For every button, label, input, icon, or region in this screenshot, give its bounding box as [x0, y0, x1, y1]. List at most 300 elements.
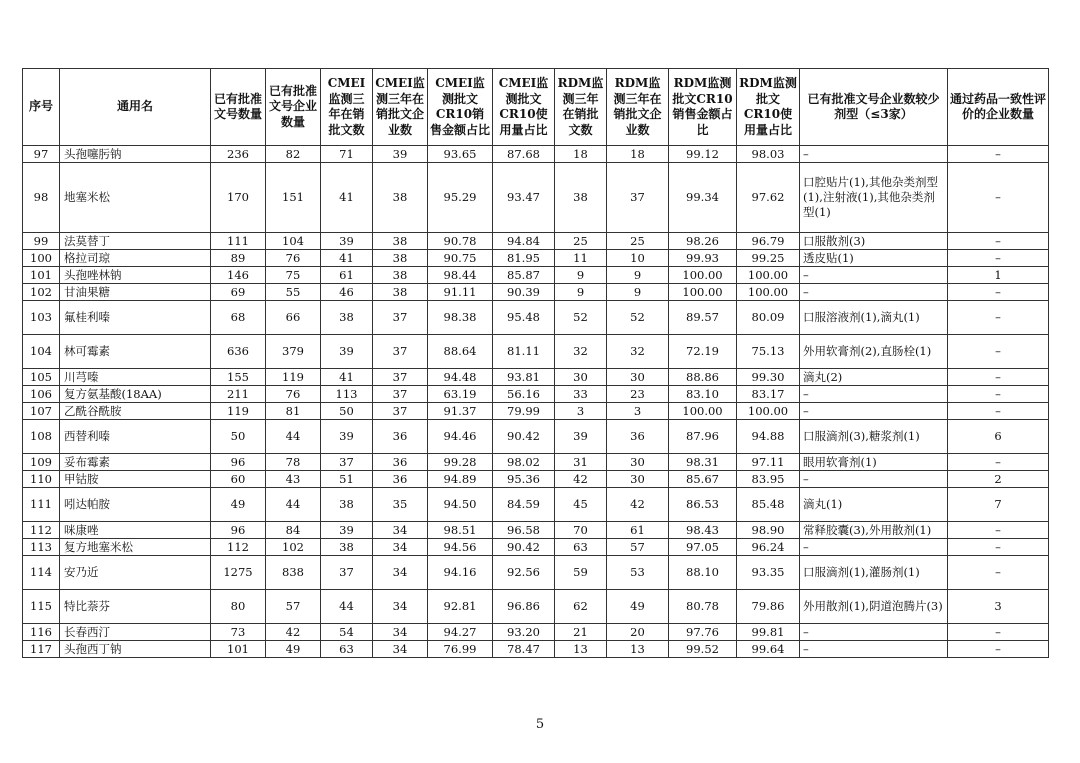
dosage-form-cell: – [800, 624, 948, 641]
value-cell: 72.19 [669, 335, 737, 369]
value-cell: 94.88 [737, 420, 800, 454]
value-cell: 89.57 [669, 301, 737, 335]
table-row [23, 335, 1049, 369]
value-cell: 100.00 [737, 267, 800, 284]
value-cell: 170 [211, 163, 266, 233]
value-cell: – [948, 556, 1049, 590]
value-cell: 90.78 [428, 233, 493, 250]
value-cell: 34 [373, 522, 428, 539]
value-cell: 34 [373, 590, 428, 624]
value-cell: 33 [555, 386, 607, 403]
value-cell: 98.38 [428, 301, 493, 335]
value-cell: 9 [607, 284, 669, 301]
value-cell: 99.64 [737, 641, 800, 658]
value-cell: 38 [321, 301, 373, 335]
generic-name-cell: 甲钴胺 [60, 471, 211, 488]
dosage-form-cell: 口服滴剂(3),糖浆剂(1) [800, 420, 948, 454]
value-cell: 44 [321, 590, 373, 624]
value-cell: – [948, 386, 1049, 403]
drug-statistics-table [22, 68, 1049, 658]
value-cell: 95.36 [493, 471, 555, 488]
table-row [23, 369, 1049, 386]
value-cell: 97.05 [669, 539, 737, 556]
value-cell: 104 [266, 233, 321, 250]
value-cell: 838 [266, 556, 321, 590]
value-cell: 42 [266, 624, 321, 641]
value-cell: 151 [266, 163, 321, 233]
column-header: 通用名 [60, 69, 211, 146]
value-cell: 89 [211, 250, 266, 267]
value-cell: 1 [948, 267, 1049, 284]
value-cell: 2 [948, 471, 1049, 488]
value-cell: 38 [373, 163, 428, 233]
value-cell: – [948, 335, 1049, 369]
value-cell: 80.78 [669, 590, 737, 624]
value-cell: 39 [321, 420, 373, 454]
value-cell: 112 [211, 539, 266, 556]
value-cell: 94.89 [428, 471, 493, 488]
dosage-form-cell: – [800, 539, 948, 556]
value-cell: 99.25 [737, 250, 800, 267]
serial-number-cell: 109 [23, 454, 60, 471]
value-cell: 54 [321, 624, 373, 641]
value-cell: 98.44 [428, 267, 493, 284]
value-cell: 53 [607, 556, 669, 590]
value-cell: 62 [555, 590, 607, 624]
value-cell: 95.29 [428, 163, 493, 233]
table-row [23, 163, 1049, 233]
value-cell: 93.47 [493, 163, 555, 233]
table-row [23, 267, 1049, 284]
column-header: 已有批准文号数量 [211, 69, 266, 146]
value-cell: 78 [266, 454, 321, 471]
value-cell: 49 [266, 641, 321, 658]
value-cell: 100.00 [669, 403, 737, 420]
value-cell: 42 [607, 488, 669, 522]
dosage-form-cell: 口腔贴片(1),其他杂类剂型(1),注射液(1),其他杂类剂型(1) [800, 163, 948, 233]
value-cell: 99.81 [737, 624, 800, 641]
dosage-form-cell: – [800, 284, 948, 301]
value-cell: 39 [321, 335, 373, 369]
generic-name-cell: 甘油果糖 [60, 284, 211, 301]
value-cell: 98.02 [493, 454, 555, 471]
value-cell: 93.65 [428, 146, 493, 163]
value-cell: 85.48 [737, 488, 800, 522]
value-cell: 52 [555, 301, 607, 335]
value-cell: 7 [948, 488, 1049, 522]
generic-name-cell: 吲达帕胺 [60, 488, 211, 522]
table-row [23, 590, 1049, 624]
dosage-form-cell: 常释胶囊(3),外用散剂(1) [800, 522, 948, 539]
value-cell: 92.56 [493, 556, 555, 590]
value-cell: 63.19 [428, 386, 493, 403]
value-cell: 1275 [211, 556, 266, 590]
value-cell: 80.09 [737, 301, 800, 335]
serial-number-cell: 114 [23, 556, 60, 590]
value-cell: 37 [373, 369, 428, 386]
column-header: CMEI监测三年在销批文数 [321, 69, 373, 146]
value-cell: 46 [321, 284, 373, 301]
generic-name-cell: 法莫替丁 [60, 233, 211, 250]
value-cell: 75.13 [737, 335, 800, 369]
generic-name-cell: 特比萘芬 [60, 590, 211, 624]
value-cell: 90.42 [493, 420, 555, 454]
dosage-form-cell: – [800, 146, 948, 163]
dosage-form-cell: – [800, 403, 948, 420]
value-cell: 66 [266, 301, 321, 335]
value-cell: 99.52 [669, 641, 737, 658]
column-header: 序号 [23, 69, 60, 146]
value-cell: 13 [555, 641, 607, 658]
dosage-form-cell: – [800, 267, 948, 284]
value-cell: 100.00 [669, 284, 737, 301]
dosage-form-cell: 外用散剂(1),阴道泡腾片(3) [800, 590, 948, 624]
dosage-form-cell: 口服溶液剂(1),滴丸(1) [800, 301, 948, 335]
value-cell: 36 [607, 420, 669, 454]
column-header: RDM监测三年在销批文数 [555, 69, 607, 146]
dosage-form-cell: – [800, 471, 948, 488]
value-cell: 85.67 [669, 471, 737, 488]
serial-number-cell: 117 [23, 641, 60, 658]
value-cell: 49 [607, 590, 669, 624]
value-cell: 91.11 [428, 284, 493, 301]
generic-name-cell: 林可霉素 [60, 335, 211, 369]
value-cell: 32 [607, 335, 669, 369]
table-row [23, 420, 1049, 454]
value-cell: 83.10 [669, 386, 737, 403]
value-cell: 23 [607, 386, 669, 403]
value-cell: 88.64 [428, 335, 493, 369]
value-cell: 82 [266, 146, 321, 163]
table-header-row [23, 69, 1049, 146]
value-cell: 95.48 [493, 301, 555, 335]
value-cell: 9 [555, 284, 607, 301]
value-cell: – [948, 250, 1049, 267]
value-cell: 79.86 [737, 590, 800, 624]
value-cell: 75 [266, 267, 321, 284]
value-cell: 57 [266, 590, 321, 624]
value-cell: 81.95 [493, 250, 555, 267]
value-cell: 93.20 [493, 624, 555, 641]
value-cell: 80 [211, 590, 266, 624]
value-cell: 50 [321, 403, 373, 420]
value-cell: 41 [321, 250, 373, 267]
value-cell: 37 [607, 163, 669, 233]
value-cell: – [948, 539, 1049, 556]
generic-name-cell: 地塞米松 [60, 163, 211, 233]
drug-table-page [22, 68, 1048, 658]
value-cell: 60 [211, 471, 266, 488]
table-row [23, 522, 1049, 539]
value-cell: 94.84 [493, 233, 555, 250]
value-cell: 36 [373, 454, 428, 471]
dosage-form-cell: 口服滴剂(1),灌肠剂(1) [800, 556, 948, 590]
column-header: RDM监测三年在销批文企业数 [607, 69, 669, 146]
value-cell: 44 [266, 420, 321, 454]
value-cell: 42 [555, 471, 607, 488]
value-cell: 55 [266, 284, 321, 301]
value-cell: 9 [555, 267, 607, 284]
value-cell: 81 [266, 403, 321, 420]
value-cell: 39 [321, 233, 373, 250]
value-cell: 100.00 [669, 267, 737, 284]
value-cell: 9 [607, 267, 669, 284]
dosage-form-cell: 滴丸(2) [800, 369, 948, 386]
value-cell: 94.50 [428, 488, 493, 522]
value-cell: 96.24 [737, 539, 800, 556]
serial-number-cell: 100 [23, 250, 60, 267]
value-cell: 31 [555, 454, 607, 471]
dosage-form-cell: – [800, 386, 948, 403]
value-cell: – [948, 233, 1049, 250]
value-cell: 59 [555, 556, 607, 590]
value-cell: 96.58 [493, 522, 555, 539]
value-cell: 94.16 [428, 556, 493, 590]
table-body [23, 146, 1049, 658]
serial-number-cell: 104 [23, 335, 60, 369]
value-cell: 63 [321, 641, 373, 658]
value-cell: – [948, 641, 1049, 658]
value-cell: 98.26 [669, 233, 737, 250]
value-cell: 87.68 [493, 146, 555, 163]
table-row [23, 641, 1049, 658]
serial-number-cell: 107 [23, 403, 60, 420]
value-cell: 97.76 [669, 624, 737, 641]
value-cell: 113 [321, 386, 373, 403]
value-cell: 43 [266, 471, 321, 488]
value-cell: 41 [321, 163, 373, 233]
value-cell: 636 [211, 335, 266, 369]
value-cell: 49 [211, 488, 266, 522]
value-cell: 34 [373, 539, 428, 556]
value-cell: 211 [211, 386, 266, 403]
value-cell: 76 [266, 250, 321, 267]
value-cell: 63 [555, 539, 607, 556]
value-cell: 30 [555, 369, 607, 386]
generic-name-cell: 头孢西丁钠 [60, 641, 211, 658]
value-cell: 39 [321, 522, 373, 539]
serial-number-cell: 101 [23, 267, 60, 284]
value-cell: 30 [607, 471, 669, 488]
table-row [23, 403, 1049, 420]
generic-name-cell: 复方氨基酸(18AA) [60, 386, 211, 403]
value-cell: 38 [555, 163, 607, 233]
value-cell: 18 [607, 146, 669, 163]
value-cell: – [948, 369, 1049, 386]
value-cell: 88.86 [669, 369, 737, 386]
value-cell: 37 [373, 403, 428, 420]
serial-number-cell: 108 [23, 420, 60, 454]
dosage-form-cell: 透皮贴(1) [800, 250, 948, 267]
value-cell: 84.59 [493, 488, 555, 522]
generic-name-cell: 乙酰谷酰胺 [60, 403, 211, 420]
value-cell: 94.46 [428, 420, 493, 454]
value-cell: 100.00 [737, 284, 800, 301]
value-cell: 34 [373, 556, 428, 590]
value-cell: – [948, 284, 1049, 301]
value-cell: 99.12 [669, 146, 737, 163]
value-cell: 94.56 [428, 539, 493, 556]
serial-number-cell: 112 [23, 522, 60, 539]
value-cell: 71 [321, 146, 373, 163]
value-cell: 61 [607, 522, 669, 539]
generic-name-cell: 氟桂利嗪 [60, 301, 211, 335]
value-cell: 83.17 [737, 386, 800, 403]
value-cell: 96.79 [737, 233, 800, 250]
generic-name-cell: 头孢噻肟钠 [60, 146, 211, 163]
value-cell: 155 [211, 369, 266, 386]
page-number: 5 [535, 717, 545, 732]
value-cell: 93.35 [737, 556, 800, 590]
value-cell: 76 [266, 386, 321, 403]
value-cell: – [948, 403, 1049, 420]
value-cell: 119 [211, 403, 266, 420]
value-cell: 98.90 [737, 522, 800, 539]
value-cell: 25 [607, 233, 669, 250]
value-cell: 111 [211, 233, 266, 250]
value-cell: 90.75 [428, 250, 493, 267]
value-cell: 34 [373, 641, 428, 658]
column-header: 通过药品一致性评价的企业数量 [948, 69, 1049, 146]
value-cell: 61 [321, 267, 373, 284]
dosage-form-cell: 眼用软膏剂(1) [800, 454, 948, 471]
value-cell: – [948, 624, 1049, 641]
value-cell: 6 [948, 420, 1049, 454]
value-cell: 39 [373, 146, 428, 163]
column-header: CMEI监测三年在销批文企业数 [373, 69, 428, 146]
value-cell: 32 [555, 335, 607, 369]
value-cell: 13 [607, 641, 669, 658]
value-cell: 38 [321, 539, 373, 556]
value-cell: 98.31 [669, 454, 737, 471]
table-row [23, 454, 1049, 471]
value-cell: 3 [948, 590, 1049, 624]
value-cell: 96 [211, 522, 266, 539]
value-cell: 56.16 [493, 386, 555, 403]
value-cell: 73 [211, 624, 266, 641]
value-cell: 3 [555, 403, 607, 420]
table-row [23, 233, 1049, 250]
value-cell: 92.81 [428, 590, 493, 624]
value-cell: 84 [266, 522, 321, 539]
value-cell: 69 [211, 284, 266, 301]
serial-number-cell: 115 [23, 590, 60, 624]
value-cell: 83.95 [737, 471, 800, 488]
serial-number-cell: 105 [23, 369, 60, 386]
serial-number-cell: 98 [23, 163, 60, 233]
generic-name-cell: 西替利嗪 [60, 420, 211, 454]
value-cell: 94.27 [428, 624, 493, 641]
value-cell: 21 [555, 624, 607, 641]
table-row [23, 250, 1049, 267]
generic-name-cell: 头孢唑林钠 [60, 267, 211, 284]
value-cell: 100.00 [737, 403, 800, 420]
generic-name-cell: 咪康唑 [60, 522, 211, 539]
column-header: CMEI监测批文CR10使用量占比 [493, 69, 555, 146]
table-row [23, 386, 1049, 403]
value-cell: 39 [555, 420, 607, 454]
generic-name-cell: 妥布霉素 [60, 454, 211, 471]
generic-name-cell: 川芎嗪 [60, 369, 211, 386]
generic-name-cell: 复方地塞米松 [60, 539, 211, 556]
value-cell: 98.03 [737, 146, 800, 163]
value-cell: 68 [211, 301, 266, 335]
serial-number-cell: 97 [23, 146, 60, 163]
dosage-form-cell: 口服散剂(3) [800, 233, 948, 250]
value-cell: 88.10 [669, 556, 737, 590]
value-cell: 34 [373, 624, 428, 641]
value-cell: 37 [321, 454, 373, 471]
column-header: RDM监测批文CR10使用量占比 [737, 69, 800, 146]
value-cell: 18 [555, 146, 607, 163]
generic-name-cell: 格拉司琼 [60, 250, 211, 267]
serial-number-cell: 116 [23, 624, 60, 641]
column-header: RDM监测批文CR10销售金额占比 [669, 69, 737, 146]
value-cell: 99.93 [669, 250, 737, 267]
value-cell: 36 [373, 471, 428, 488]
value-cell: 90.42 [493, 539, 555, 556]
value-cell: 30 [607, 454, 669, 471]
value-cell: – [948, 163, 1049, 233]
column-header: 已有批准文号企业数较少剂型（≤3家） [800, 69, 948, 146]
value-cell: 96 [211, 454, 266, 471]
value-cell: 10 [607, 250, 669, 267]
value-cell: 99.28 [428, 454, 493, 471]
value-cell: 38 [321, 488, 373, 522]
serial-number-cell: 102 [23, 284, 60, 301]
value-cell: 91.37 [428, 403, 493, 420]
generic-name-cell: 安乃近 [60, 556, 211, 590]
value-cell: 11 [555, 250, 607, 267]
value-cell: 119 [266, 369, 321, 386]
value-cell: 97.11 [737, 454, 800, 471]
value-cell: 97.62 [737, 163, 800, 233]
table-row [23, 624, 1049, 641]
value-cell: 45 [555, 488, 607, 522]
value-cell: 57 [607, 539, 669, 556]
serial-number-cell: 103 [23, 301, 60, 335]
value-cell: 44 [266, 488, 321, 522]
column-header: 已有批准文号企业数量 [266, 69, 321, 146]
value-cell: 35 [373, 488, 428, 522]
table-row [23, 488, 1049, 522]
table-row [23, 284, 1049, 301]
value-cell: 79.99 [493, 403, 555, 420]
serial-number-cell: 99 [23, 233, 60, 250]
value-cell: – [948, 146, 1049, 163]
value-cell: 94.48 [428, 369, 493, 386]
value-cell: 3 [607, 403, 669, 420]
value-cell: 93.81 [493, 369, 555, 386]
value-cell: 37 [373, 386, 428, 403]
value-cell: 76.99 [428, 641, 493, 658]
value-cell: – [948, 522, 1049, 539]
value-cell: 36 [373, 420, 428, 454]
table-row [23, 539, 1049, 556]
table-row [23, 471, 1049, 488]
value-cell: 379 [266, 335, 321, 369]
value-cell: – [948, 301, 1049, 335]
value-cell: 102 [266, 539, 321, 556]
value-cell: 30 [607, 369, 669, 386]
value-cell: 96.86 [493, 590, 555, 624]
value-cell: 38 [373, 267, 428, 284]
dosage-form-cell: 滴丸(1) [800, 488, 948, 522]
generic-name-cell: 长春西汀 [60, 624, 211, 641]
value-cell: 25 [555, 233, 607, 250]
value-cell: 85.87 [493, 267, 555, 284]
dosage-form-cell: 外用软膏剂(2),直肠栓(1) [800, 335, 948, 369]
